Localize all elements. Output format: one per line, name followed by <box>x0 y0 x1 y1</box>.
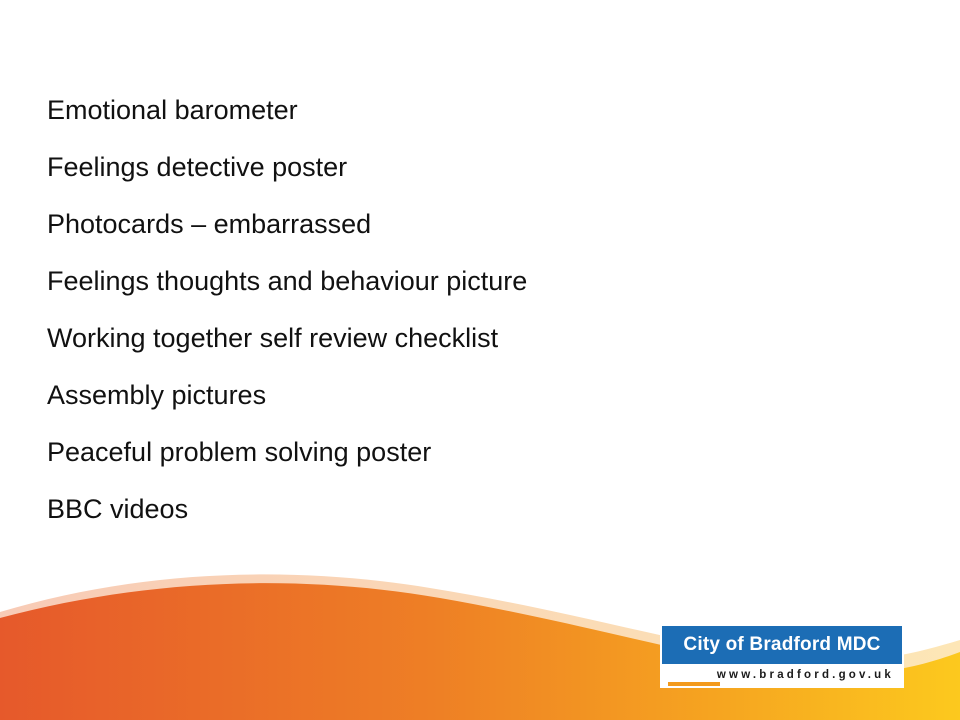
logo-accent-bar <box>668 682 720 686</box>
logo-url: www.bradford.gov.uk <box>716 669 894 681</box>
list-item: Assembly pictures <box>47 380 267 410</box>
list-item: Feelings detective poster <box>47 152 348 182</box>
list-item: Photocards – embarrassed <box>47 209 372 239</box>
bradford-logo <box>660 624 904 688</box>
logo-name: City of Bradford MDC <box>662 626 902 664</box>
list-item: Peaceful problem solving poster <box>47 437 432 467</box>
list-item: Feelings thoughts and behaviour picture <box>47 266 528 296</box>
list-item: BBC videos <box>47 494 189 524</box>
list-item: Emotional barometer <box>47 95 298 125</box>
list-item: Working together self review checklist <box>47 323 499 353</box>
resource-list <box>47 82 527 538</box>
